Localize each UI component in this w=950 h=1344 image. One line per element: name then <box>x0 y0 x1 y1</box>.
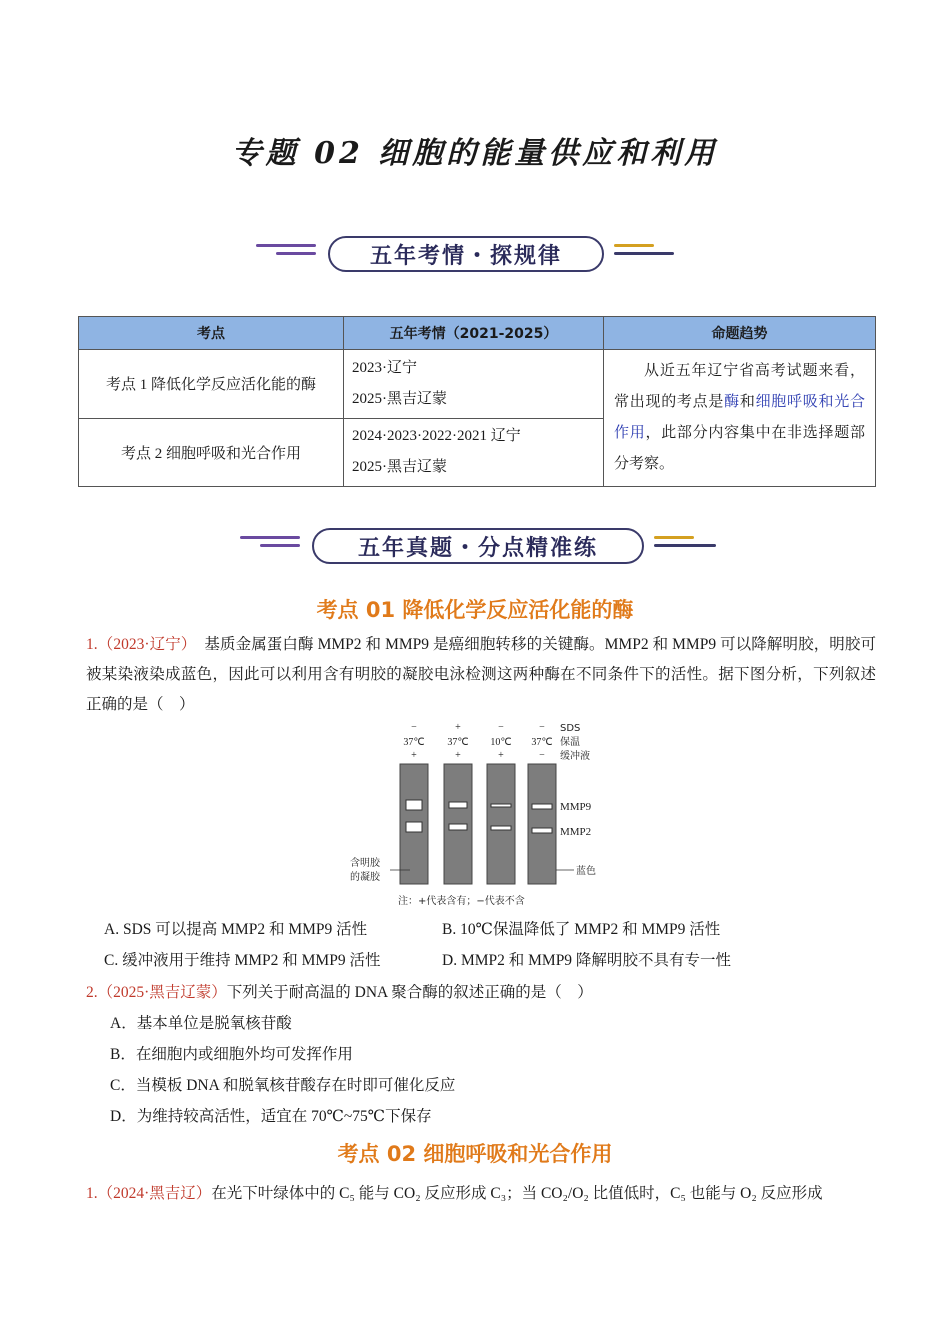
question-number: 1.（2023·辽宁） <box>86 636 197 653</box>
legend-buffer: 缓冲液 <box>560 751 590 762</box>
option-a: A. SDS 可以提高 MMP2 和 MMP9 活性 <box>104 921 368 938</box>
legend-sds: SDS <box>560 723 581 734</box>
label-gel: 含明胶 <box>350 858 380 869</box>
label-mmp2: MMP2 <box>560 826 592 838</box>
gel-band <box>406 822 422 832</box>
trend-highlight-respiration: 细胞呼吸和光合作用 <box>614 394 865 441</box>
year-line: 2024·2023·2022·2021 辽宁 <box>352 428 521 445</box>
option-d: D．为维持较高活性，适宜在 70℃~75℃下保存 <box>110 1108 432 1125</box>
lane-buffer-label: + <box>498 750 504 761</box>
legend-temp: 保温 <box>560 737 580 748</box>
lane-buffer-label: + <box>411 750 417 761</box>
question-1-respiration <box>86 1179 876 1209</box>
table-header-trend: 命题趋势 <box>604 317 876 350</box>
gel-lane <box>528 764 556 884</box>
gel-band <box>406 800 422 810</box>
question-stem: 下列关于耐高温的 DNA 聚合酶的叙述正确的是（ ） <box>226 984 593 1001</box>
lane-buffer-label: + <box>455 750 461 761</box>
gel-band <box>491 804 511 807</box>
option-b: B．在细胞内或细胞外均可发挥作用 <box>110 1046 353 1063</box>
lane-sds-label: + <box>455 722 461 733</box>
gel-band <box>449 802 467 808</box>
lane-temp-label: 10℃ <box>490 737 512 748</box>
electrophoresis-figure <box>348 718 608 910</box>
lane-temp-label: 37℃ <box>447 737 469 748</box>
year-line: 2025·黑吉辽蒙 <box>352 459 447 476</box>
label-gel: 的凝胶 <box>350 872 380 883</box>
option-d: D. MMP2 和 MMP9 降解明胶不具有专一性 <box>442 952 731 969</box>
table-cell-years <box>344 350 604 419</box>
option-c: C. 缓冲液用于维持 MMP2 和 MMP9 活性 <box>104 952 381 969</box>
banner-left-lines <box>256 244 316 260</box>
year-line: 2023·辽宁 <box>352 359 417 376</box>
banner-label: 五年真题・分点精准练 <box>312 528 644 564</box>
table-header-years: 五年考情（2021-2025） <box>344 317 604 350</box>
option-b: B. 10℃保温降低了 MMP2 和 MMP9 活性 <box>442 921 721 938</box>
table-row <box>79 350 876 419</box>
option-c: C．当模板 DNA 和脱氧核苷酸存在时即可催化反应 <box>110 1077 456 1094</box>
lane-sds-label: − <box>539 722 545 733</box>
exam-table <box>78 316 876 487</box>
banner-exam-trends <box>0 236 950 276</box>
banner-right-lines <box>654 536 716 552</box>
table-cell-kp: 考点 1 降低化学反应活化能的酶 <box>79 350 344 419</box>
lane-temp-label: 37℃ <box>531 737 553 748</box>
table-cell-trend <box>604 350 876 487</box>
label-mmp9: MMP9 <box>560 801 592 813</box>
lane-buffer-label: − <box>539 750 545 761</box>
trend-text: ，此部分内容集中在非选择题部分考察。 <box>614 425 865 472</box>
gel-band <box>532 828 552 833</box>
question-stem: 基质金属蛋白酶 MMP2 和 MMP9 是癌细胞转移的关键酶。MMP2 和 MMP9 可以降解明胶，明胶可被某染液染成蓝色，因此可以利用含有明胶的凝胶电泳检测这两种酶在不同条件下的活性。据下图分析，下列叙述正确的是（ ） <box>86 636 877 713</box>
banner-label: 五年考情・探规律 <box>328 236 604 272</box>
section-heading-enzyme: 考点 01 降低化学反应活化能的酶 <box>316 598 634 622</box>
trend-text: 从近五年辽宁省高考试题来看，常出现的考点是 <box>614 363 865 410</box>
trend-text: 和 <box>739 394 756 410</box>
question-number: 2.（2025·黑吉辽蒙） <box>86 984 227 1001</box>
lane-sds-label: − <box>411 722 417 733</box>
lane-temp-label: 37℃ <box>403 737 425 748</box>
option-a: A．基本单位是脱氧核苷酸 <box>110 1015 292 1032</box>
year-line: 2025·黑吉辽蒙 <box>352 390 447 407</box>
gel-band <box>491 826 511 830</box>
gel-lane <box>487 764 515 884</box>
banner-past-questions <box>0 528 950 568</box>
question-stem: 在光下叶绿体中的 C₅ 能与 CO₂ 反应形成 C₃；当 CO₂/O₂ 比值低时，C₅ 也能与 O₂ 反应形成 <box>211 1185 823 1202</box>
section-heading-respiration: 考点 02 细胞呼吸和光合作用 <box>337 1142 613 1166</box>
trend-highlight-enzyme: 酶 <box>724 394 740 410</box>
question-1-enzyme <box>86 630 876 720</box>
label-blue: 蓝色 <box>576 866 596 877</box>
lane-sds-label: − <box>498 722 504 733</box>
question-2-enzyme <box>86 978 876 1008</box>
table-header-kp: 考点 <box>79 317 344 350</box>
table-cell-years <box>344 418 604 487</box>
table-cell-kp: 考点 2 细胞呼吸和光合作用 <box>79 418 344 487</box>
gel-band <box>449 824 467 830</box>
banner-right-lines <box>614 244 674 260</box>
figure-note: 注：+代表含有；−代表不含 <box>398 896 525 907</box>
question-number: 1.（2024·黑吉辽） <box>86 1185 212 1202</box>
banner-left-lines <box>240 536 300 552</box>
gel-band <box>532 804 552 809</box>
page-title: 专题 02 细胞的能量供应和利用 <box>231 136 719 171</box>
